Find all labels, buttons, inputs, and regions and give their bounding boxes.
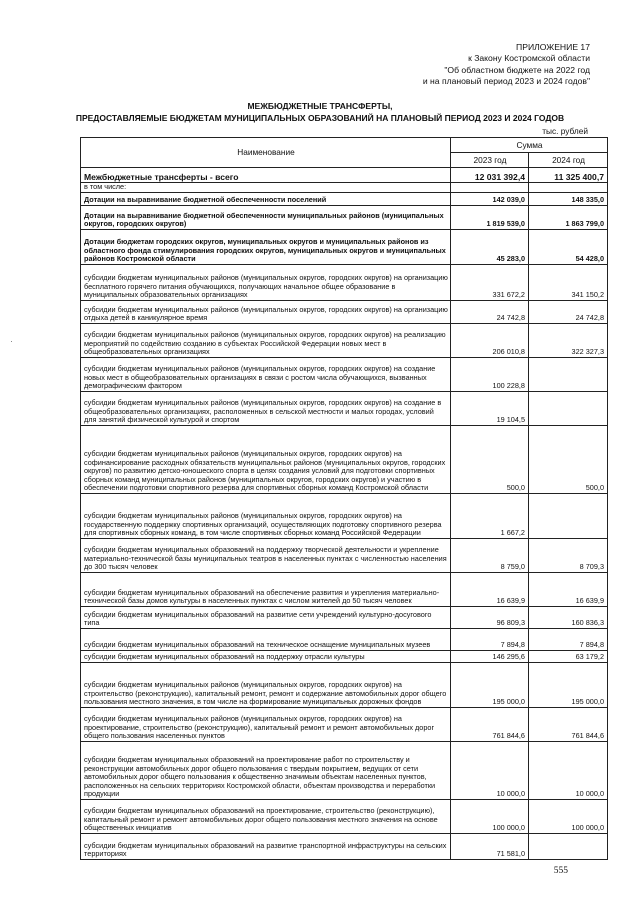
table-row bbox=[81, 301, 608, 324]
table-row bbox=[81, 834, 608, 860]
table-row bbox=[81, 230, 608, 265]
row-value-2024 bbox=[529, 358, 608, 392]
table-row bbox=[81, 800, 608, 834]
row-value-2023: 331 672,2 bbox=[451, 265, 529, 301]
table-row bbox=[81, 651, 608, 663]
transfers-table bbox=[80, 137, 608, 860]
row-name: субсидии бюджетам муниципальных образований на поддержку отрасли культуры bbox=[81, 651, 451, 663]
table-row bbox=[81, 358, 608, 392]
row-value-2023: 45 283,0 bbox=[451, 230, 529, 265]
table-row-total bbox=[81, 168, 608, 183]
table-row bbox=[81, 206, 608, 230]
table-row bbox=[81, 324, 608, 358]
row-value-2023: 100 000,0 bbox=[451, 800, 529, 834]
table-row bbox=[81, 392, 608, 426]
table-row bbox=[81, 494, 608, 539]
row-value-2024 bbox=[529, 494, 608, 539]
row-value-2023: 24 742,8 bbox=[451, 301, 529, 324]
table-row bbox=[81, 183, 608, 193]
table-row bbox=[81, 663, 608, 708]
document-heading bbox=[0, 100, 640, 124]
row-name: Дотации на выравнивание бюджетной обеспеченности поселений bbox=[81, 193, 451, 206]
table-row bbox=[81, 742, 608, 800]
annex-period: и на плановый период 2023 и 2024 годов" bbox=[422, 75, 590, 86]
row-name: субсидии бюджетам муниципальных образований на развитие сети учреждений культурно-досугового типа bbox=[81, 607, 451, 629]
heading-line-1: МЕЖБЮДЖЕТНЫЕ ТРАНСФЕРТЫ, bbox=[247, 101, 393, 111]
row-value-2024: 322 327,3 bbox=[529, 324, 608, 358]
row-value-2023: 7 894,8 bbox=[451, 629, 529, 651]
table-row bbox=[81, 629, 608, 651]
heading-line-2: ПРЕДОСТАВЛЯЕМЫЕ БЮДЖЕТАМ МУНИЦИПАЛЬНЫХ ОБРАЗОВАНИЙ НА ПЛАНОВЫЙ ПЕРИОД 2023 И 2024 ГОДОВ bbox=[75, 113, 565, 123]
row-value-2023: 19 104,5 bbox=[451, 392, 529, 426]
row-value-2024: 16 639,9 bbox=[529, 573, 608, 607]
row-name: Межбюджетные трансферты - всего bbox=[81, 168, 451, 183]
page-number: 555 bbox=[553, 866, 568, 876]
column-header-2024: 2024 год bbox=[529, 153, 608, 168]
margin-mark: · bbox=[10, 336, 13, 346]
table-row bbox=[81, 265, 608, 301]
row-value-2024: 8 709,3 bbox=[529, 539, 608, 573]
row-name: в том числе: bbox=[81, 183, 451, 193]
row-name: субсидии бюджетам муниципальных районов (муниципальных округов, городских округов) на создание новых мест в общеобразовательных организациях в связи с ростом числа обучающихся, вызванных демографическим фактором bbox=[81, 358, 451, 392]
annex-title: ПРИЛОЖЕНИЕ 17 bbox=[516, 42, 590, 52]
row-name: субсидии бюджетам муниципальных районов (муниципальных округов, городских округов) на организацию бесплатного горячего питания обучающихся, получающих начальное общее образование в муниципальных образовательных организациях bbox=[81, 265, 451, 301]
row-value-2024 bbox=[529, 834, 608, 860]
row-value-2024: 11 325 400,7 bbox=[529, 168, 608, 183]
row-value-2023: 8 759,0 bbox=[451, 539, 529, 573]
row-value-2023 bbox=[451, 183, 529, 193]
row-name: субсидии бюджетам муниципальных образований на обеспечение развития и укрепления материально-технической базы домов культуры в населенных пунктах с числом жителей до 50 тысяч человек bbox=[81, 573, 451, 607]
annex-budget: "Об областном бюджете на 2022 год bbox=[444, 64, 590, 75]
table-row bbox=[81, 607, 608, 629]
row-value-2024: 160 836,3 bbox=[529, 607, 608, 629]
row-value-2023: 146 295,6 bbox=[451, 651, 529, 663]
row-value-2023: 16 639,9 bbox=[451, 573, 529, 607]
row-name: субсидии бюджетам муниципальных образований на проектирование, строительство (реконструкцию), капитальный ремонт и ремонт автомобильных дорог общего пользования местного значения на основе общественных инициатив bbox=[81, 800, 451, 834]
row-value-2023: 500,0 bbox=[451, 426, 529, 494]
row-value-2024: 7 894,8 bbox=[529, 629, 608, 651]
row-value-2023: 71 581,0 bbox=[451, 834, 529, 860]
row-value-2023: 12 031 392,4 bbox=[451, 168, 529, 183]
row-name: Дотации бюджетам городских округов, муниципальных округов и муниципальных районов из областного фонда стимулирования городских округов, муниципальных округов и муниципальных районов Костромской области bbox=[81, 230, 451, 265]
row-value-2024 bbox=[529, 392, 608, 426]
row-value-2023: 195 000,0 bbox=[451, 663, 529, 708]
row-name: субсидии бюджетам муниципальных районов (муниципальных округов, городских округов) на реализацию мероприятий по содействию созданию в субъектах Российской Федерации новых мест в общеобразовательных организациях bbox=[81, 324, 451, 358]
row-name: субсидии бюджетам муниципальных районов (муниципальных округов, городских округов) на строительство (реконструкцию), капитальный ремонт, ремонт и содержание автомобильных дорог общего пользования местного значения, в том числе на формирование муниципальных дорожных фондов bbox=[81, 663, 451, 708]
annex-law: к Закону Костромской области bbox=[468, 53, 590, 64]
column-header-name: Наименование bbox=[81, 138, 451, 168]
row-value-2024: 10 000,0 bbox=[529, 742, 608, 800]
table-row bbox=[81, 426, 608, 494]
row-value-2023: 142 039,0 bbox=[451, 193, 529, 206]
row-value-2023: 761 844,6 bbox=[451, 708, 529, 742]
row-value-2023: 1 667,2 bbox=[451, 494, 529, 539]
row-value-2024: 195 000,0 bbox=[529, 663, 608, 708]
table-row bbox=[81, 573, 608, 607]
row-value-2023: 206 010,8 bbox=[451, 324, 529, 358]
row-value-2024: 761 844,6 bbox=[529, 708, 608, 742]
row-value-2024: 1 863 799,0 bbox=[529, 206, 608, 230]
row-name: субсидии бюджетам муниципальных образований на техническое оснащение муниципальных музеев bbox=[81, 629, 451, 651]
row-value-2024: 500,0 bbox=[529, 426, 608, 494]
row-value-2024: 148 335,0 bbox=[529, 193, 608, 206]
row-name: субсидии бюджетам муниципальных районов (муниципальных округов, городских округов) на государственную поддержку спортивных организаций, осуществляющих подготовку спортивного резерва для спортивных сборных команд, в том числе спортивных сборных команд Российской Федерации bbox=[81, 494, 451, 539]
row-value-2024: 100 000,0 bbox=[529, 800, 608, 834]
annex-header bbox=[423, 42, 590, 87]
row-name: субсидии бюджетам муниципальных районов (муниципальных округов, городских округов) на проектирование, строительство (реконструкцию), капитальный ремонт и ремонт автомобильных дорог общего пользования населенных пунктов bbox=[81, 708, 451, 742]
units-label: тыс. рублей bbox=[542, 126, 588, 136]
row-value-2024 bbox=[529, 183, 608, 193]
row-value-2024: 341 150,2 bbox=[529, 265, 608, 301]
row-name: субсидии бюджетам муниципальных районов (муниципальных округов, городских округов) на организацию отдыха детей в каникулярное время bbox=[81, 301, 451, 324]
row-name: субсидии бюджетам муниципальных образований на поддержку творческой деятельности и укрепление материально-технической базы муниципальных театров в населенных пунктах с численностью населения до 300 тысяч человек bbox=[81, 539, 451, 573]
row-value-2023: 1 819 539,0 bbox=[451, 206, 529, 230]
table-row bbox=[81, 193, 608, 206]
row-value-2023: 10 000,0 bbox=[451, 742, 529, 800]
row-name: субсидии бюджетам муниципальных образований на проектирование работ по строительству и реконструкции автомобильных дорог общего пользования с твердым покрытием, ведущих от сети автомобильных дорог общего пользования к общественно значимым объектам населенных пунктов, расположенных на сельских территориях Костромской области, объектам производства и переработки продукции bbox=[81, 742, 451, 800]
table-row bbox=[81, 708, 608, 742]
row-name: субсидии бюджетам муниципальных районов (муниципальных округов, городских округов) на создание в общеобразовательных организациях, расположенных в сельской местности и малых городах, условий для занятий физической культурой и спортом bbox=[81, 392, 451, 426]
row-value-2024: 63 179,2 bbox=[529, 651, 608, 663]
row-name: Дотации на выравнивание бюджетной обеспеченности муниципальных районов (муниципальных округов, городских округов) bbox=[81, 206, 451, 230]
row-value-2023: 96 809,3 bbox=[451, 607, 529, 629]
table-row bbox=[81, 539, 608, 573]
column-header-sum: Сумма bbox=[451, 138, 608, 153]
row-value-2024: 54 428,0 bbox=[529, 230, 608, 265]
row-value-2024: 24 742,8 bbox=[529, 301, 608, 324]
row-name: субсидии бюджетам муниципальных образований на развитие транспортной инфраструктуры на сельских территориях bbox=[81, 834, 451, 860]
row-value-2023: 100 228,8 bbox=[451, 358, 529, 392]
column-header-2023: 2023 год bbox=[451, 153, 529, 168]
row-name: субсидии бюджетам муниципальных районов (муниципальных округов, городских округов) на софинансирование расходных обязательств муниципальных районов (муниципальных округов, городских округов) по развитию детско-юношеского спорта в целях создания условий для подготовки спортивных сборных команд муниципальных районов (муниципальных округов, городских округов) и участию в обеспечении подготовки спортивного резерва для спортивных сборных команд Костромской области bbox=[81, 426, 451, 494]
